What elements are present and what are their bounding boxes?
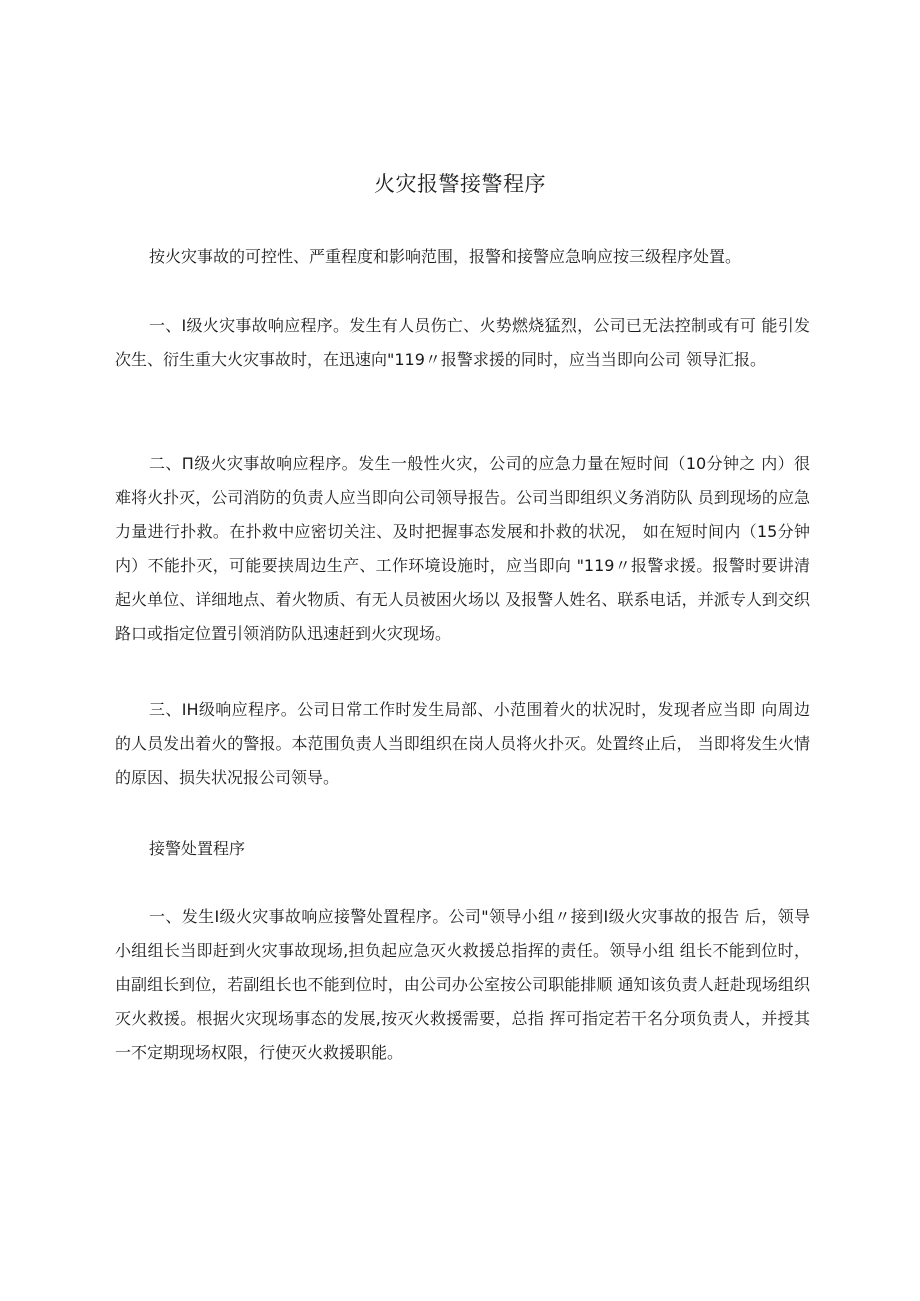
- document-title: 火灾报警接警程序: [374, 172, 546, 196]
- level1-response-paragraph: 一、I级火灾事故响应程序。发生有人员伤亡、火势燃烧猛烈，公司已无法控制或有可 能引发次生、衍生重大火灾事故时，在迅速向"119〃报警求援的同时，应当当即向公司 领导汇报。: [115, 316, 810, 369]
- level2-response-paragraph: 二、П级火灾事故响应程序。发生一般性火灾，公司的应急力量在短时间（10分钟之 内）很难将火扑灭，公司消防的负责人应当即向公司领导报告。公司当即组织义务消防队 员到现场的应急力量进行扑救。在扑救中应密切关注、及时把握事态发展和扑救的状况， 如在短时间内（15分钟内）不能扑灭，可能要挟周边生产、工作环境设施时，应当即向 "119〃报警求援。报警时要讲清起火单位、详细地点、着火物质、有无人员被困火场以 及报警人姓名、联系电话，并派专人到交织路口或指定位置引领消防队迅速赶到火灾现场。: [115, 454, 810, 643]
- response-procedure-heading: 接警处置程序: [149, 839, 246, 858]
- level3-response-paragraph: 三、IH级响应程序。公司日常工作时发生局部、小范围着火的状况时，发现者应当即 向周边的人员发出着火的警报。本范围负责人当即组织在岗人员将火扑灭。处置终止后， 当即将发生火情的原因、损失状况报公司领导。: [115, 700, 810, 787]
- intro-paragraph: 按火灾事故的可控性、严重程度和影响范围，报警和接警应急响应按三级程序处置。: [149, 247, 742, 266]
- level1-alarm-handling-paragraph: 一、发生I级火灾事故响应接警处置程序。公司"领导小组〃接到I级火灾事故的报告 后，领导小组组长当即赶到火灾事故现场,担负起应急灭火救援总指挥的责任。领导小组 组长不能到位时，由副组长到位，若副组长也不能到位时，由公司办公室按公司职能排顺 通知该负责人赶赴现场组织灭火救援。根据火灾现场事态的发展,按灭火救援需要，总指 挥可指定若干名分项负责人，并授其一不定期现场权限，行使灭火救援职能。: [115, 907, 810, 1062]
